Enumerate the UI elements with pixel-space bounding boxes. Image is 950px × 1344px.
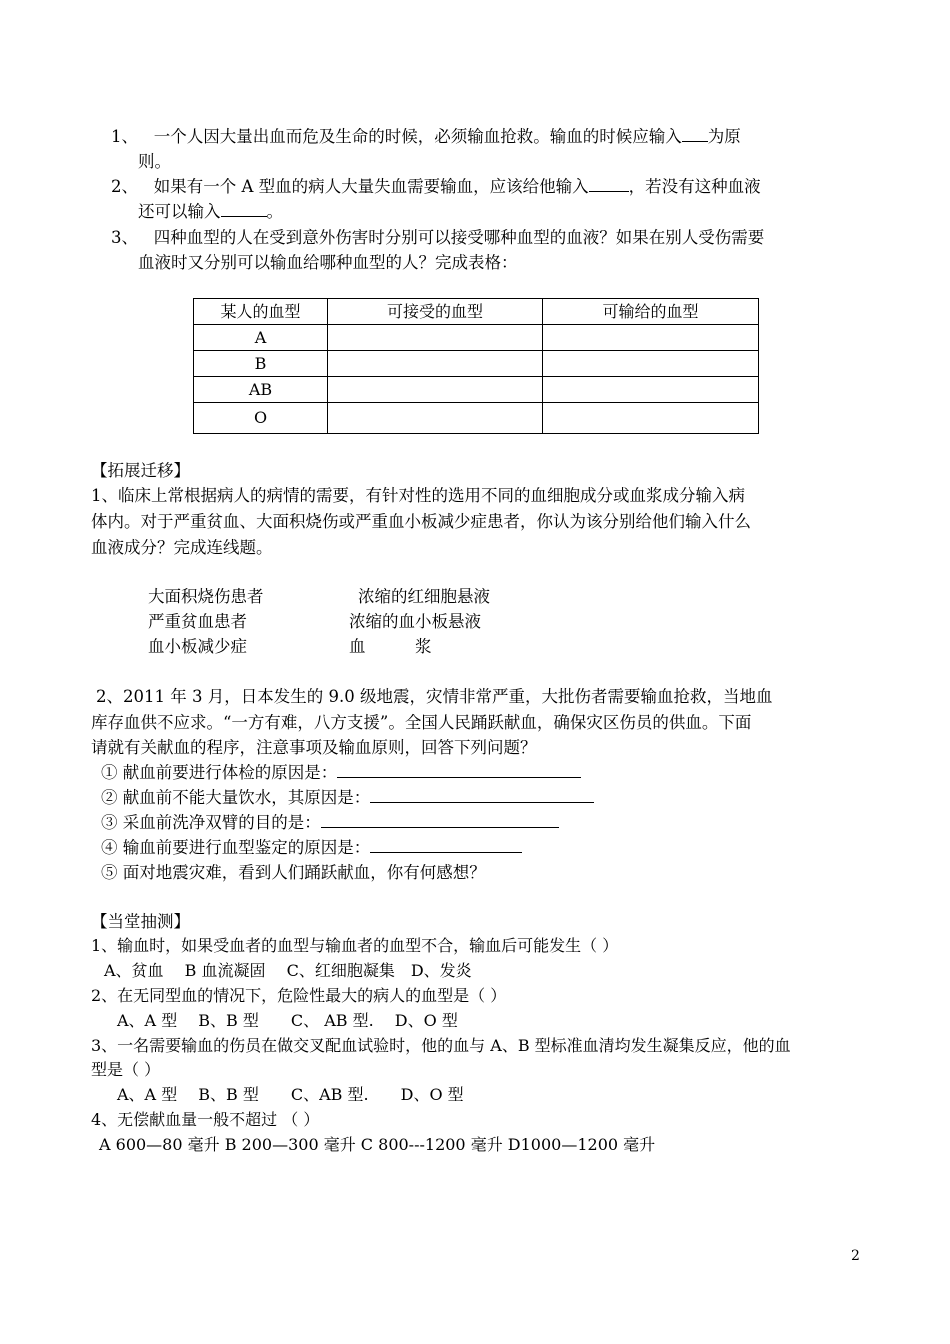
sub-answer-blank[interactable]: [337, 762, 581, 778]
sub-answer-blank[interactable]: [370, 787, 594, 803]
ext-sub-question: [101, 837, 522, 859]
q2-number: 2、: [111, 177, 138, 196]
ext-q1-line2: 体内。对于严重贫血、大面积烧伤或严重血小板减少症患者，你认为该分别给他们输入什么: [91, 512, 751, 531]
row-blood-type: B: [194, 351, 328, 377]
blood-type-table: [193, 298, 759, 434]
row-blood-type: A: [194, 325, 328, 351]
q1-line2: 则。: [138, 152, 171, 171]
cell-can-receive[interactable]: [328, 377, 543, 403]
q2-text-2: 还可以输入: [138, 202, 221, 221]
ext-sub-question: [101, 812, 559, 834]
header-can-receive: 可接受的血型: [328, 299, 543, 325]
q2-answer-blank-2[interactable]: [221, 201, 267, 217]
match-right-item[interactable]: 血 浆: [349, 637, 432, 656]
cell-can-receive[interactable]: [328, 325, 543, 351]
cell-can-give[interactable]: [543, 403, 759, 434]
ext-q1-line1: 1、临床上常根据病人的病情的需要，有针对性的选用不同的血细胞成分或血浆成分输入病: [91, 486, 745, 505]
ext-sub-question: [101, 787, 594, 809]
quiz-q2: 2、在无同型血的情况下，危险性最大的病人的血型是（ ）: [91, 986, 507, 1005]
q1-number: 1、: [111, 127, 138, 146]
q2-line2: [138, 201, 283, 223]
table-row: [194, 351, 759, 377]
quiz-q2-options[interactable]: A、A 型 B、B 型 C、 AB 型. D、O 型: [117, 1011, 458, 1030]
q2-text-end: ，若没有这种血液: [628, 177, 761, 196]
q2-text-2-end: 。: [266, 202, 283, 221]
cell-can-give[interactable]: [543, 377, 759, 403]
ext-sub-question: ⑤ 面对地震灾难，看到人们踊跃献血，你有何感想？: [101, 863, 486, 882]
q1-text: 一个人因大量出血而危及生命的时候，必须输血抢救。输血的时候应输入: [153, 127, 682, 146]
ext-q2-line2: 库存血供不应求。“一方有难，八方支援”。全国人民踊跃献血，确保灾区伤员的供血。下面: [91, 713, 752, 732]
q1-text-end: 为原: [707, 127, 741, 146]
match-right-item[interactable]: 浓缩的血小板悬液: [349, 612, 481, 631]
sub-question-text: ② 献血前不能大量饮水，其原因是：: [101, 788, 371, 807]
row-blood-type: O: [194, 403, 328, 434]
header-blood-type: 某人的血型: [194, 299, 328, 325]
sub-answer-blank[interactable]: [321, 812, 559, 828]
match-left-item[interactable]: 血小板减少症: [148, 637, 247, 656]
match-right-item[interactable]: 浓缩的红细胞悬液: [358, 587, 490, 606]
ext-q1-line3: 血液成分？完成连线题。: [91, 538, 273, 557]
quiz-q1-options[interactable]: A、贫血 B 血流凝固 C、红细胞凝集 D、发炎: [104, 961, 472, 980]
table-row: [194, 325, 759, 351]
match-left-item[interactable]: 严重贫血患者: [148, 612, 247, 631]
ext-q2-line1: 2、2011 年 3 月，日本发生的 9.0 级地震，灾情非常严重，大批伤者需要输血抢救，当地血: [96, 687, 773, 706]
quiz-q3-line2: 型是（ ）: [91, 1060, 161, 1079]
q2-line1: [111, 176, 761, 198]
sub-answer-blank[interactable]: [370, 837, 522, 853]
table-header-row: [194, 299, 759, 325]
quiz-q3-line1: 3、一名需要输血的伤员在做交叉配血试验时，他的血与 A、B 型标准血清均发生凝集反应，他的血: [91, 1036, 791, 1055]
cell-can-receive[interactable]: [328, 351, 543, 377]
match-left-item[interactable]: 大面积烧伤患者: [148, 587, 264, 606]
table-row: [194, 403, 759, 434]
cell-can-give[interactable]: [543, 351, 759, 377]
header-can-give: 可输给的血型: [543, 299, 759, 325]
q3-text: 四种血型的人在受到意外伤害时分别可以接受哪种血型的血液？如果在别人受伤需要: [153, 228, 765, 247]
q3-line2: 血液时又分别可以输血给哪种血型的人？完成表格：: [138, 253, 518, 272]
row-blood-type: AB: [194, 377, 328, 403]
quiz-q4-options[interactable]: A 600—80 毫升 B 200—300 毫升 C 800---1200 毫升 D1000—1200 毫升: [99, 1135, 656, 1154]
q3-number: 3、: [111, 228, 138, 247]
quiz-q1: 1、输血时，如果受血者的血型与输血者的血型不合，输血后可能发生（ ）: [91, 936, 619, 955]
ext-sub-question: [101, 762, 581, 784]
page-number: 2: [851, 1248, 860, 1264]
q2-text: 如果有一个 A 型血的病人大量失血需要输血，应该给他输入: [153, 177, 589, 196]
q1-line1: [111, 126, 741, 148]
q2-answer-blank-1[interactable]: [589, 176, 629, 192]
sub-question-text: ④ 输血前要进行血型鉴定的原因是：: [101, 838, 371, 857]
cell-can-receive[interactable]: [328, 403, 543, 434]
sub-question-text: ③ 采血前洗净双臂的目的是：: [101, 813, 321, 832]
quiz-q3-options[interactable]: A、A 型 B、B 型 C、AB 型. D、O 型: [117, 1085, 464, 1104]
section-extension-title: 【拓展迁移】: [91, 461, 190, 480]
ext-q2-line3: 请就有关献血的程序，注意事项及输血原则，回答下列问题？: [91, 738, 537, 757]
quiz-q4: 4、无偿献血量一般不超过 （ ）: [91, 1110, 320, 1129]
cell-can-give[interactable]: [543, 325, 759, 351]
q1-answer-blank[interactable]: [682, 126, 708, 142]
sub-question-text: ① 献血前要进行体检的原因是：: [101, 763, 338, 782]
section-quiz-title: 【当堂抽测】: [91, 912, 190, 931]
table-row: [194, 377, 759, 403]
q3-line1: [111, 227, 764, 249]
